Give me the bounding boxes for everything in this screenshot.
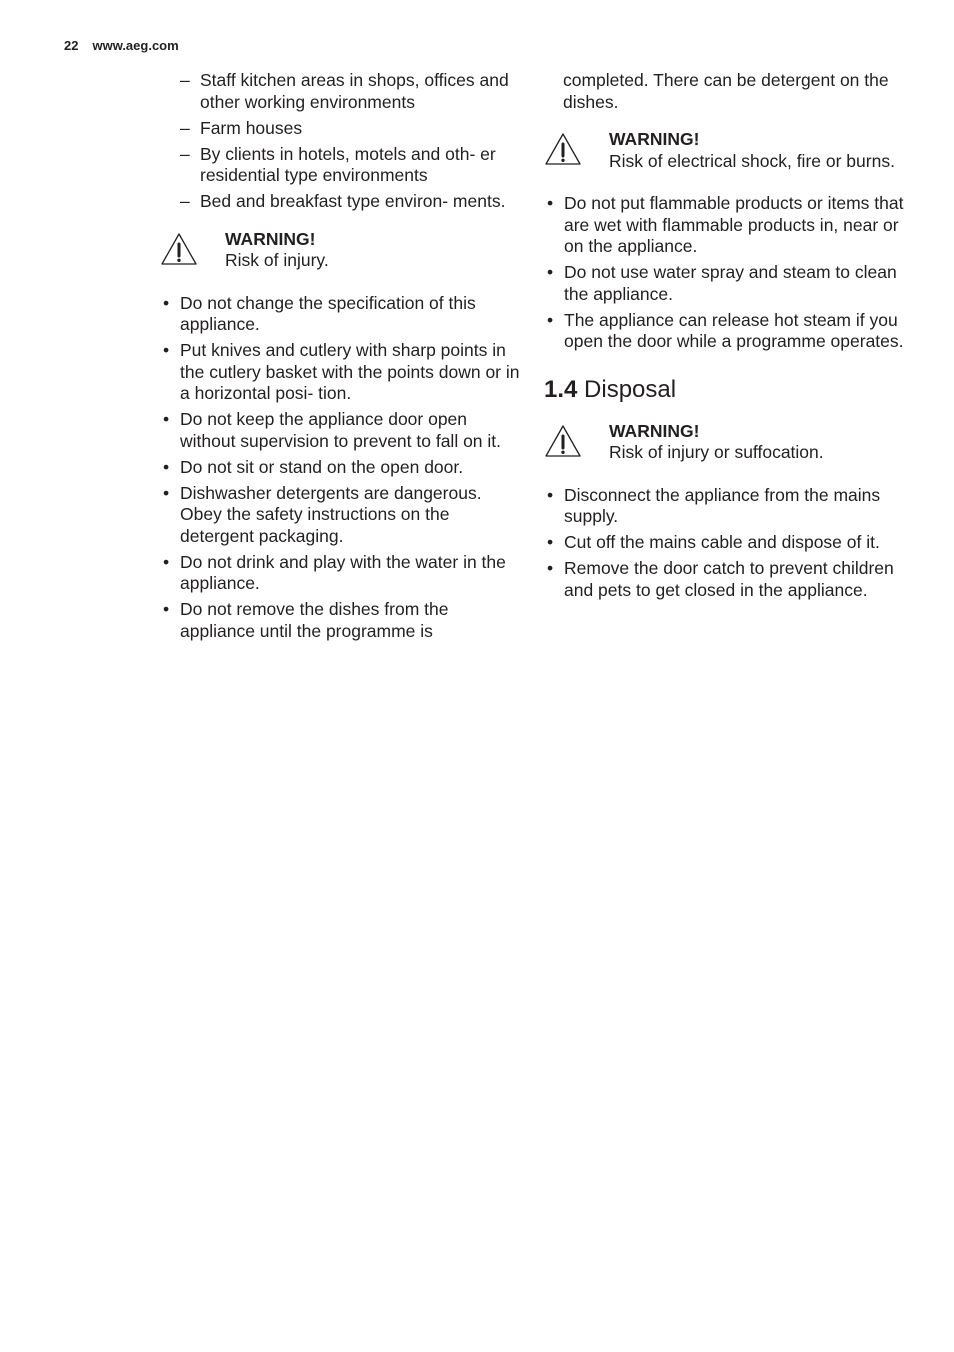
warning-triangle-icon [160, 232, 198, 266]
list-item: – Bed and breakfast type environ- ments. [160, 191, 520, 213]
list-item: • Cut off the mains cable and dispose of it. [544, 532, 904, 554]
list-item: – Farm houses [160, 118, 520, 140]
warning-block [544, 129, 904, 172]
list-item: • Do not remove the dishes from the appliance until the programme is [160, 599, 520, 642]
environment-list [160, 70, 520, 213]
warning-title: WARNING! [225, 228, 316, 249]
list-item: • Do not use water spray and steam to clean the appliance. [544, 262, 904, 305]
page-header [64, 38, 179, 53]
warning-title: WARNING! [609, 420, 700, 441]
list-item: • Do not change the specification of this appliance. [160, 293, 520, 336]
warning-text: Risk of injury or suffocation. [609, 442, 824, 462]
safety-bullet-list [160, 293, 520, 643]
list-item: • Put knives and cutlery with sharp points in the cutlery basket with the points down or in a horizontal posi- tion. [160, 340, 520, 405]
website-url: www.aeg.com [92, 38, 179, 53]
warning-block [544, 421, 904, 464]
list-item: • Do not sit or stand on the open door. [160, 457, 520, 479]
section-title: Disposal [584, 375, 677, 403]
list-item: • Do not keep the appliance door open without supervision to prevent to fall on it. [160, 409, 520, 452]
list-item: • Disconnect the appliance from the mains supply. [544, 485, 904, 528]
left-column [160, 70, 520, 647]
list-item: • The appliance can release hot steam if you open the door while a programme operates. [544, 310, 904, 353]
warning-triangle-icon [544, 424, 582, 458]
section-number: 1.4 [544, 375, 578, 403]
continued-text: completed. There can be detergent on the dishes. [563, 70, 889, 112]
right-column [544, 70, 904, 606]
list-item: • Do not drink and play with the water in the appliance. [160, 552, 520, 595]
list-item: – Staff kitchen areas in shops, offices and other working environments [160, 70, 520, 113]
page-number: 22 [64, 38, 79, 53]
safety-bullet-list [544, 193, 904, 353]
warning-text: Risk of injury. [225, 250, 329, 270]
warning-text: Risk of electrical shock, fire or burns. [609, 150, 895, 171]
disposal-bullet-list [544, 485, 904, 602]
warning-triangle-icon [544, 132, 582, 166]
list-item: – By clients in hotels, motels and oth- er residential type environments [160, 144, 520, 187]
list-item: • Do not put flammable products or items that are wet with flammable products in, near or on the appliance. [544, 193, 904, 258]
warning-block [160, 229, 520, 272]
list-item: • Dishwasher detergents are dangerous. Obey the safety instructions on the detergent packaging. [160, 483, 520, 548]
warning-title: WARNING! [609, 129, 700, 149]
section-heading [544, 375, 904, 405]
list-item: • Remove the door catch to prevent children and pets to get closed in the appliance. [544, 558, 904, 601]
